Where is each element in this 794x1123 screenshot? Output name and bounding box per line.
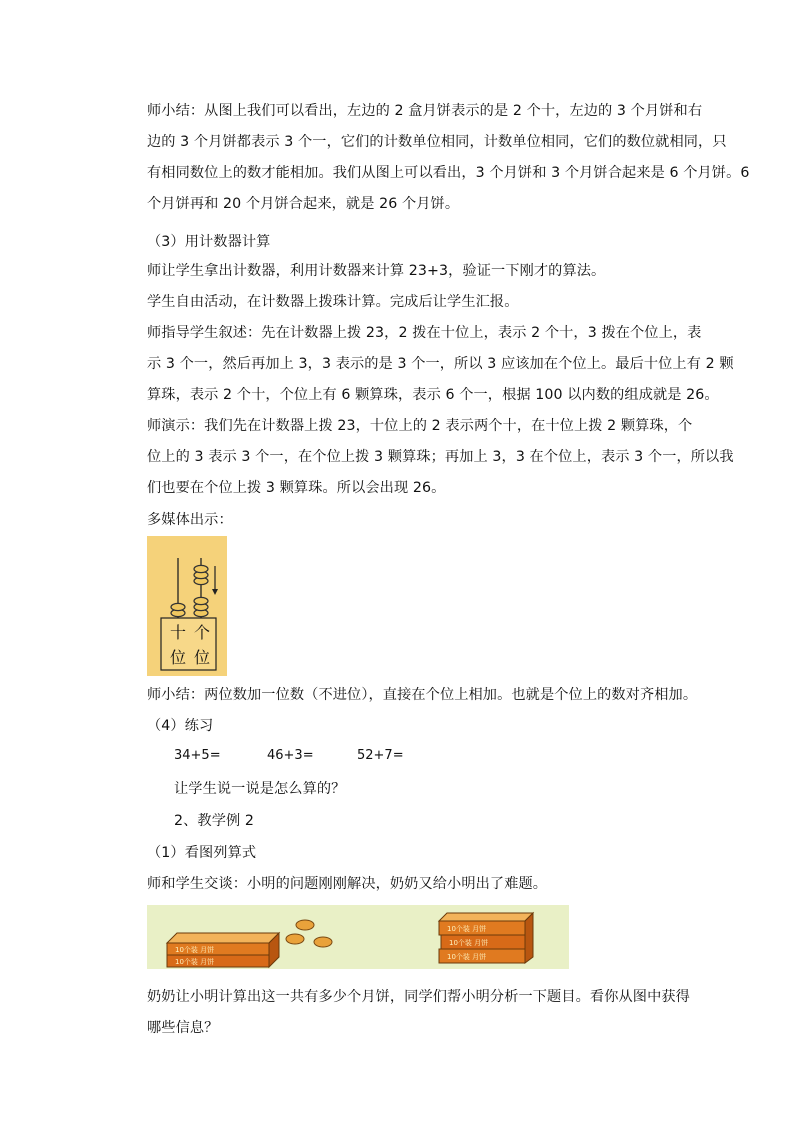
summary-line-4: 个月饼再和 20 个月饼合起来，就是 26 个月饼。 (147, 196, 460, 212)
demo-line-1: 师演示：我们先在计数器上拨 23，十位上的 2 表示两个十，在十位上拨 2 颗算珠，个 (147, 418, 693, 434)
right-mooncake-boxes (439, 913, 533, 963)
left-box-label-2: 10个装 月饼 (175, 958, 215, 966)
grandma-line-1: 奶奶让小明计算出这一共有多少个月饼，同学们帮小明分析一下题目。看你从图中获得 (147, 989, 690, 1005)
right-box-label-2: 10个装 月饼 (449, 939, 489, 947)
mooncake-figure (147, 905, 569, 969)
guide-line-2: 示 3 个一，然后再加上 3，3 表示的是 3 个一，所以 3 应该加在个位上。最后十位上有 2 颗 (147, 356, 734, 372)
right-box-label-1: 10个装 月饼 (447, 925, 487, 933)
label-shi: 十 (169, 623, 187, 642)
teacher-ask: 师让学生拿出计数器，利用计数器来计算 23+3，验证一下刚才的算法。 (147, 263, 606, 279)
section-3-heading: （3）用计数器计算 (147, 234, 271, 250)
student-activity: 学生自由活动，在计数器上拨珠计算。完成后让学生汇报。 (147, 294, 519, 310)
summary-2: 师小结：两位数加一位数（不进位），直接在个位上相加。也就是个位上的数对齐相加。 (147, 687, 698, 703)
multimedia-label: 多媒体出示： (147, 512, 233, 528)
section-4-heading: （4）练习 (147, 718, 214, 734)
grandma-line-2: 哪些信息？ (147, 1020, 219, 1036)
exercise-2: 46+3= (267, 748, 314, 763)
talk: 师和学生交谈：小明的问题刚刚解决，奶奶又给小明出了难题。 (147, 876, 548, 892)
ones-beads-bottom (194, 597, 208, 616)
guide-line-3: 算珠，表示 2 个十，个位上有 6 颗算珠，表示 6 个一，根据 100 以内数的组成就是 26。 (147, 387, 719, 403)
label-wei-tens: 位 (169, 648, 187, 667)
left-box-label-1: 10个装 月饼 (175, 946, 215, 954)
abacus-figure (147, 536, 227, 676)
label-wei-ones: 位 (193, 648, 211, 667)
arrow-head-icon (212, 589, 218, 595)
example-2-heading: 2、教学例 2 (174, 813, 255, 829)
demo-line-3: 们也要在个位上拨 3 颗算珠。所以会出现 26。 (147, 480, 446, 496)
demo-line-2: 位上的 3 表示 3 个一，在个位上拨 3 颗算珠；再加上 3，3 在个位上，表示 3 个一，所以我 (147, 449, 734, 465)
left-mooncake-boxes (167, 933, 279, 967)
summary-line-1: 师小结：从图上我们可以看出，左边的 2 盒月饼表示的是 2 个十，左边的 3 个月饼和右 (147, 103, 703, 119)
label-ge: 个 (193, 623, 211, 642)
ones-beads-top (194, 565, 208, 584)
section-1-heading: （1）看图列算式 (147, 845, 257, 861)
right-box-label-3: 10个装 月饼 (447, 953, 487, 961)
exercise-1: 34+5= (174, 748, 221, 763)
exercise-3: 52+7= (357, 748, 404, 763)
guide-line-1: 师指导学生叙述：先在计数器上拨 23，2 拨在十位上，表示 2 个十，3 拨在个位上，表 (147, 325, 702, 341)
summary-line-2: 边的 3 个月饼都表示 3 个一，它们的计数单位相同，计数单位相同，它们的数位就相同，只 (147, 134, 727, 150)
summary-line-3: 有相同数位上的数才能相加。我们从图上可以看出，3 个月饼和 3 个月饼合起来是 6 个月饼。6 (147, 165, 750, 181)
ask-students: 让学生说一说是怎么算的？ (174, 781, 346, 797)
tens-beads (171, 603, 185, 616)
